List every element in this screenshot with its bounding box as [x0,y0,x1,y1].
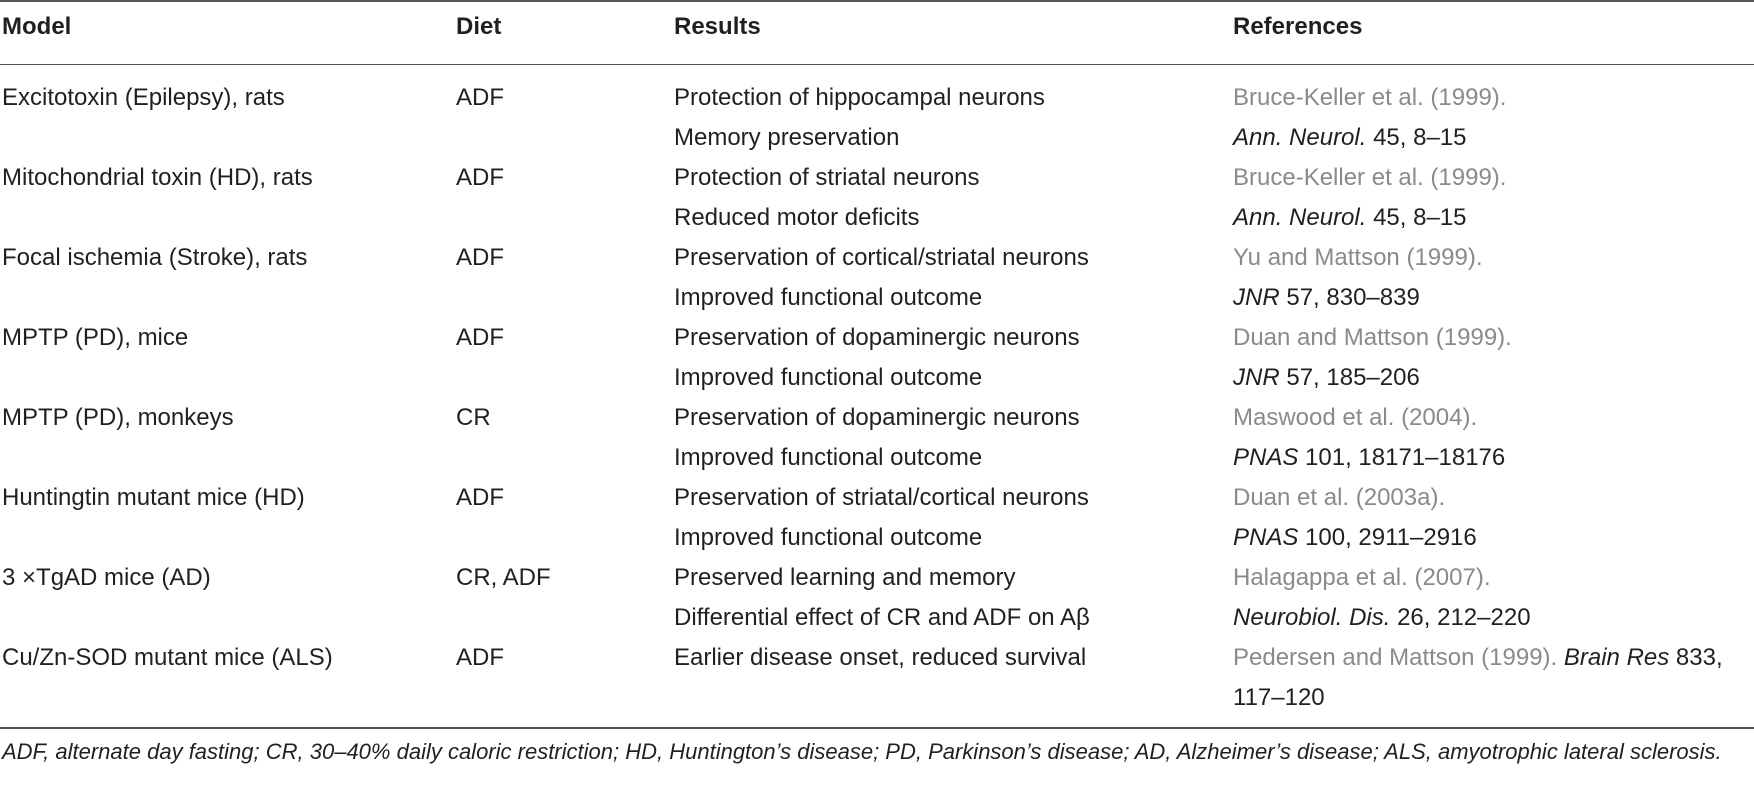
reference-citation: Bruce-Keller et al. (1999). [1233,84,1507,111]
result-line: Earlier disease onset, reduced survival [674,644,1087,671]
cell-diet: ADF [456,644,504,671]
table-footnote: ADF, alternate day fasting; CR, 30–40% daily caloric restriction; HD, Huntington’s disease; PD, Parkinson’s disease; AD, Alzheimer’s disease; ALS, amyotrophic lateral sclerosis. [2,739,1722,764]
cell-references [1233,478,1477,558]
table-row [0,318,1754,398]
reference-detail: 100, 2911–2916 [1298,524,1477,551]
reference-detail: 57, 830–839 [1279,284,1420,311]
table-row [0,638,1754,718]
table-row [0,78,1754,158]
table-row [0,238,1754,318]
header-model: Model [2,13,72,40]
result-line: Memory preservation [674,124,900,151]
cell-diet: CR [456,404,491,431]
cell-diet: ADF [456,84,504,111]
reference-detail: 45, 8–15 [1366,124,1467,151]
cell-references [1233,318,1512,398]
cell-references [1233,158,1506,238]
reference-citation: Yu and Mattson (1999). [1233,244,1483,271]
result-line: Improved functional outcome [674,524,983,551]
result-line: Reduced motor deficits [674,204,920,231]
result-line: Differential effect of CR and ADF on Aβ [674,604,1090,631]
reference-journal: Brain Res [1563,644,1670,671]
reference-journal: PNAS [1233,444,1299,471]
table-row [0,478,1754,558]
result-line: Preservation of dopaminergic neurons [674,324,1080,351]
reference-journal: PNAS [1233,524,1299,551]
header-references: References [1233,13,1363,40]
header-diet: Diet [456,13,502,40]
reference-detail: 45, 8–15 [1366,204,1467,231]
reference-journal: Neurobiol. Dis. [1233,604,1391,631]
result-line: Protection of hippocampal neurons [674,84,1045,111]
table-row [0,558,1754,638]
result-line: Preservation of striatal/cortical neurons [674,484,1089,511]
cell-model: Cu/Zn-SOD mutant mice (ALS) [2,644,333,671]
table-top-rule [0,0,1754,2]
cell-diet: ADF [456,164,504,191]
cell-references [1233,238,1483,318]
reference-detail: 57, 185–206 [1279,364,1420,391]
cell-diet: ADF [456,324,504,351]
reference-detail: 101, 18171–18176 [1298,444,1506,471]
cell-results [674,478,1089,558]
reference-journal: JNR [1233,364,1280,391]
result-line: Improved functional outcome [674,364,983,391]
cell-diet: CR, ADF [456,564,551,591]
table-row [0,398,1754,478]
reference-citation: Duan and Mattson (1999). [1233,324,1512,351]
cell-model: Excitotoxin (Epilepsy), rats [2,84,285,111]
cell-results [674,78,1045,158]
reference-journal: Ann. Neurol. [1233,204,1367,231]
table-row [0,158,1754,238]
cell-results [674,318,1080,398]
reference-detail: 833, [1669,644,1723,671]
cell-references [1233,558,1531,638]
cell-model: Focal ischemia (Stroke), rats [2,244,308,271]
reference-citation: Duan et al. (2003a). [1233,484,1446,511]
header-rule [0,64,1754,65]
cell-diet: ADF [456,484,504,511]
reference-journal: Ann. Neurol. [1233,124,1367,151]
reference-detail: 117–120 [1233,684,1325,711]
cell-references [1233,78,1506,158]
result-line: Improved functional outcome [674,444,983,471]
result-line: Preservation of dopaminergic neurons [674,404,1080,431]
cell-model: Huntingtin mutant mice (HD) [2,484,305,511]
reference-citation: Bruce-Keller et al. (1999). [1233,164,1507,191]
cell-results [674,398,1080,478]
cell-results [674,558,1090,638]
cell-results [674,158,980,238]
cell-references [1233,398,1505,478]
table-body [0,78,1754,718]
cell-diet: ADF [456,244,504,271]
cell-references [1233,638,1723,718]
header-results: Results [674,13,761,40]
cell-model: MPTP (PD), mice [2,324,189,351]
table-bottom-rule [0,727,1754,729]
reference-citation: Pedersen and Mattson (1999). [1233,644,1558,671]
reference-citation: Halagappa et al. (2007). [1233,564,1491,591]
cell-results [674,238,1089,318]
cell-model: 3 ×TgAD mice (AD) [2,564,211,591]
result-line: Preserved learning and memory [674,564,1016,591]
cell-model: Mitochondrial toxin (HD), rats [2,164,313,191]
reference-detail: 26, 212–220 [1390,604,1531,631]
result-line: Improved functional outcome [674,284,983,311]
reference-journal: JNR [1233,284,1280,311]
reference-citation: Maswood et al. (2004). [1233,404,1478,431]
result-line: Protection of striatal neurons [674,164,980,191]
result-line: Preservation of cortical/striatal neurons [674,244,1089,271]
cell-model: MPTP (PD), monkeys [2,404,234,431]
cell-results [674,638,1086,678]
